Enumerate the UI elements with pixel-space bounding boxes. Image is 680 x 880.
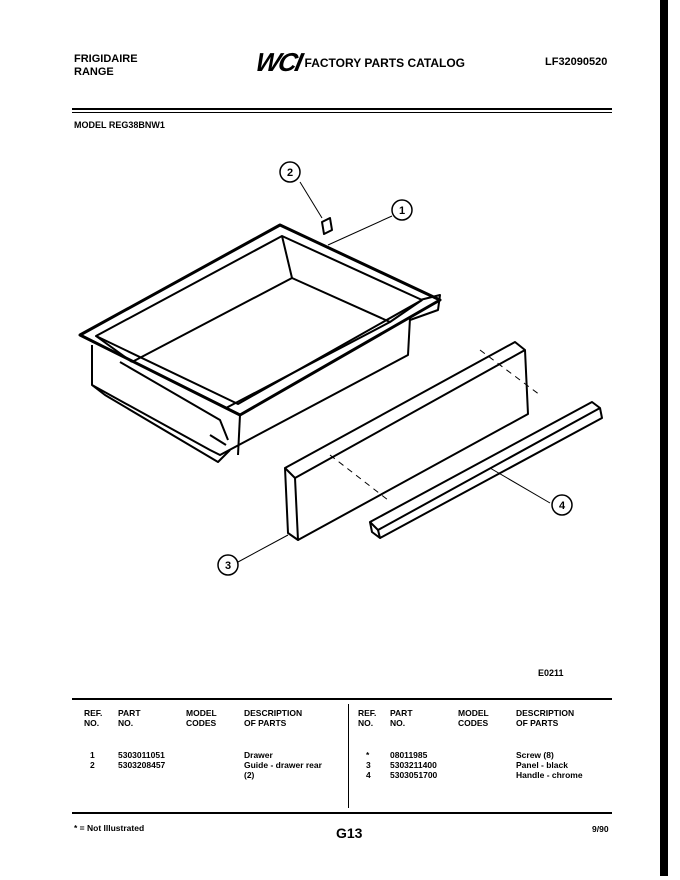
header-part-no: PART NO. xyxy=(118,708,141,728)
row-part: 5303011051 xyxy=(118,750,165,760)
header-rule-thin xyxy=(72,112,612,113)
header-rule xyxy=(72,108,612,110)
svg-text:4: 4 xyxy=(558,500,566,512)
callout-4 xyxy=(552,495,572,515)
exploded-parts-diagram xyxy=(60,150,620,620)
handle-part xyxy=(370,402,602,538)
catalog-date: 9/90 xyxy=(592,824,609,834)
brand-name: FRIGIDAIRE xyxy=(74,53,138,65)
guide-part xyxy=(322,218,332,234)
catalog-title: FACTORY PARTS CATALOG xyxy=(304,55,465,70)
brand-block xyxy=(74,53,138,79)
row-part: 08011985 xyxy=(390,750,428,760)
header-model-codes: MODEL CODES xyxy=(186,708,217,728)
svg-text:1: 1 xyxy=(398,205,406,217)
row-desc: Guide - drawer rear (2) xyxy=(244,760,322,780)
page-number: G13 xyxy=(336,825,363,841)
row-desc: Screw (8) xyxy=(516,750,554,760)
row-ref: 2 xyxy=(90,760,95,770)
header-ref-no-right: REF. NO. xyxy=(358,708,377,728)
wci-logo: WCI xyxy=(252,47,304,77)
footnote: * = Not Illustrated xyxy=(74,823,145,833)
parts-table xyxy=(72,698,612,814)
row-desc: Handle - chrome xyxy=(516,770,583,780)
callout-3 xyxy=(218,555,238,575)
row-desc: Drawer xyxy=(244,750,273,760)
svg-text:3: 3 xyxy=(224,560,232,572)
header-ref-no: REF. NO. xyxy=(84,708,103,728)
header-model-codes-right: MODEL CODES xyxy=(458,708,489,728)
figure-code: E0211 xyxy=(538,668,564,678)
svg-text:2: 2 xyxy=(286,167,294,179)
row-ref: 4 xyxy=(366,770,371,780)
header-description: DESCRIPTION OF PARTS xyxy=(244,708,303,728)
row-ref: 3 xyxy=(366,760,371,770)
callout-1 xyxy=(392,200,412,220)
row-ref: * xyxy=(366,750,370,760)
header-part-no-right: PART NO. xyxy=(390,708,413,728)
row-part: 5303208457 xyxy=(118,760,166,770)
row-ref: 1 xyxy=(90,750,95,760)
model-label: MODEL REG38BNW1 xyxy=(74,120,165,130)
callout-2 xyxy=(280,162,300,182)
catalog-number: LF32090520 xyxy=(545,56,608,68)
row-desc: Panel - black xyxy=(516,760,568,770)
row-part: 5303051700 xyxy=(390,770,438,780)
product-type: RANGE xyxy=(74,66,114,78)
header-description-right: DESCRIPTION OF PARTS xyxy=(516,708,575,728)
catalog-header xyxy=(252,47,465,78)
row-part: 5303211400 xyxy=(390,760,437,770)
table-divider xyxy=(348,704,349,808)
